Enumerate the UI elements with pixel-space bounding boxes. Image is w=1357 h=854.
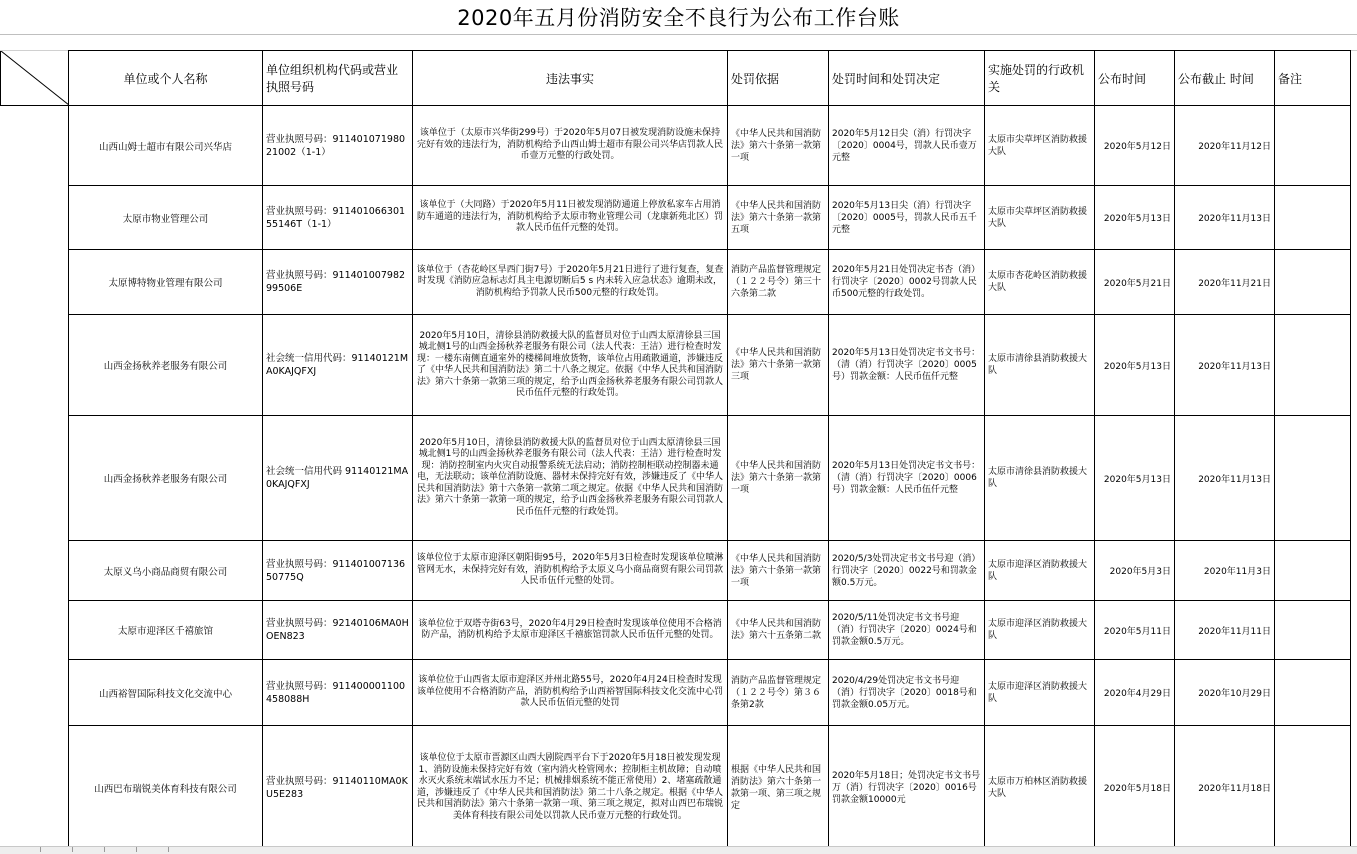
header-basis[interactable]: 处罚依据 [728,51,829,106]
table-row [1,106,1351,186]
header-fact[interactable]: 违法事实 [413,51,728,106]
cell-note[interactable] [1275,726,1351,850]
cell-name[interactable]: 山西巴布瑞锐美体育科技有限公司 [69,726,263,850]
cell-code[interactable]: 营业执照号码：91140106630155146T（1-1） [263,186,413,250]
cell-basis[interactable]: 《中华人民共和国消防法》第六十条第一款第三项 [728,315,829,416]
sheet-title: 2020年五月份消防安全不良行为公布工作台账 [0,0,1357,35]
cell-decision[interactable]: 2020年5月13日处罚决定书文书号：（清（消）行罚决字〔2020〕0006号）罚款金额：人民币伍仟元整 [829,416,985,541]
table-row [1,660,1351,726]
cell-decision[interactable]: 2020/4/29处罚决定书文书号迎（消）行罚决字〔2020〕0018号和罚款金额0.05万元。 [829,660,985,726]
row-index-cell[interactable] [1,541,69,601]
cell-decision[interactable]: 2020年5月13日处罚决定书文书号：（清（消）行罚决字〔2020〕0005号）罚款金额：人民币伍仟元整 [829,315,985,416]
cell-name[interactable]: 山西金扬秋养老服务有限公司 [69,416,263,541]
cell-org[interactable]: 太原市尖草坪区消防救援大队 [985,186,1095,250]
sheet-tab[interactable] [104,847,117,852]
cell-pub-date[interactable]: 2020年5月13日 [1095,186,1175,250]
cell-fact[interactable]: 该单位位于双塔寺街63号，2020年4月29日检查时发现该单位使用不合格消防产品，消防机构给予太原市迎泽区千禧旅馆罚款人民币伍仟元整的处罚。 [413,601,728,660]
cell-pub-date[interactable]: 2020年5月11日 [1095,601,1175,660]
cell-org[interactable]: 太原市迎泽区消防救援大队 [985,541,1095,601]
cell-deadline[interactable]: 2020年10月29日 [1175,660,1275,726]
row-index-cell[interactable] [1,601,69,660]
header-decision[interactable]: 处罚时间和处罚决定 [829,51,985,106]
cell-name[interactable]: 山西裕智国际科技文化交流中心 [69,660,263,726]
table-row [1,726,1351,850]
cell-name[interactable]: 山西山姆士超市有限公司兴华店 [69,106,263,186]
sheet-tab[interactable] [136,847,149,852]
row-index-cell[interactable] [1,186,69,250]
cell-name[interactable]: 太原义乌小商品商贸有限公司 [69,541,263,601]
cell-pub-date[interactable]: 2020年5月18日 [1095,726,1175,850]
cell-code[interactable]: 营业执照号码：92140106MA0HOEN823 [263,601,413,660]
cell-fact[interactable]: 2020年5月10日，清徐县消防救援大队的监督员对位于山西太原清徐县三国城北侧1号的山西金扬秋养老服务有限公司（法人代表：王洁）进行检查时发现：一楼东南侧直通室外的楼梯间堆放货物，该单位占用疏散通道，涉嫌违反了《中华人民共和国消防法》第二十八条之规定。依据《中华人民共和国消防法》第六十条第一款第三项的规定，给予山西金扬秋养老服务有限公司罚款人民币伍仟元整的行政处罚。 [413,315,728,416]
cell-basis[interactable]: 消防产品监督管理规定（１２２号令）第三十六条第二款 [728,250,829,315]
table-row [1,601,1351,660]
cell-fact[interactable]: 该单位位于山西省太原市迎泽区并州北路55号，2020年4月24日检查时发现该单位使用不合格消防产品，消防机构给予山西裕智国际科技文化交流中心罚款人民币伍佰元整的处罚 [413,660,728,726]
cell-basis[interactable]: 《中华人民共和国消防法》第六十条第一款第一项 [728,106,829,186]
cell-pub-date[interactable]: 2020年4月29日 [1095,660,1175,726]
cell-basis[interactable]: 《中华人民共和国消防法》第六十条第一款第五项 [728,186,829,250]
cell-pub-date[interactable]: 2020年5月13日 [1095,416,1175,541]
row-index-cell[interactable] [1,315,69,416]
cell-decision[interactable]: 2020年5月18日；处罚决定书文书号万（消）行罚决字〔2020〕0016号罚款金额10000元 [829,726,985,850]
cell-org[interactable]: 太原市迎泽区消防救援大队 [985,601,1095,660]
cell-fact[interactable]: 该单位于（杏花岭区旱西门街7号）于2020年5月21日进行了进行复查，复查时发现《消防应急标志灯具主电源切断后5 s 内未转入应急状态》逾期未改，消防机构给予罚款人民币500元整的行政处罚。 [413,250,728,315]
row-index-cell[interactable] [1,250,69,315]
row-index-cell[interactable] [1,106,69,186]
cell-deadline[interactable]: 2020年11月13日 [1175,186,1275,250]
cell-deadline[interactable]: 2020年11月11日 [1175,601,1275,660]
cell-decision[interactable]: 2020年5月12日尖（消）行罚决字〔2020〕0004号，罚款人民币壹万元整 [829,106,985,186]
cell-deadline[interactable]: 2020年11月21日 [1175,250,1275,315]
header-note[interactable]: 备注 [1275,51,1351,106]
cell-name[interactable]: 太原博特物业管理有限公司 [69,250,263,315]
cell-code[interactable]: 社会统一信用代码：91140121MA0KAJQFXJ [263,315,413,416]
row-index-cell[interactable] [1,416,69,541]
cell-deadline[interactable]: 2020年11月13日 [1175,416,1275,541]
cell-note[interactable] [1275,416,1351,541]
cell-pub-date[interactable]: 2020年5月13日 [1095,315,1175,416]
cell-note[interactable] [1275,186,1351,250]
cell-basis[interactable]: 根据《中华人民共和国消防法》第六十条第一款第一项、第三项之规定 [728,726,829,850]
cell-note[interactable] [1275,106,1351,186]
header-code[interactable]: 单位组织机构代码或营业执照号码 [263,51,413,106]
cell-basis[interactable]: 消防产品监督管理规定（１２２号令）第３６条第2款 [728,660,829,726]
header-deadline[interactable]: 公布截止 时间 [1175,51,1275,106]
cell-code[interactable]: 营业执照号码：911400001100458088H [263,660,413,726]
cell-name[interactable]: 山西金扬秋养老服务有限公司 [69,315,263,416]
cell-basis[interactable]: 《中华人民共和国消防法》第六十条第一款第一项 [728,541,829,601]
cell-pub-date[interactable]: 2020年5月3日 [1095,541,1175,601]
cell-org[interactable]: 太原市迎泽区消防救援大队 [985,660,1095,726]
table-row [1,186,1351,250]
cell-org[interactable]: 太原市清徐县消防救援大队 [985,315,1095,416]
cell-fact[interactable]: 该单位位于太原市迎泽区朝阳街95号，2020年5月3日检查时发现该单位喷淋管网无水，未保持完好有效，消防机构给予太原义乌小商品商贸有限公司罚款人民币伍仟元整的处罚。 [413,541,728,601]
cell-basis[interactable]: 《中华人民共和国消防法》第六十五条第二款 [728,601,829,660]
table-row [1,416,1351,541]
row-index-cell[interactable] [1,660,69,726]
cell-org[interactable]: 太原市清徐县消防救援大队 [985,416,1095,541]
header-pub-date[interactable]: 公布时间 [1095,51,1175,106]
cell-code[interactable]: 社会统一信用代码 91140121MA0KAJQFXJ [263,416,413,541]
cell-basis[interactable]: 《中华人民共和国消防法》第六十条第一款第一项 [728,416,829,541]
cell-note[interactable] [1275,601,1351,660]
header-row [1,51,1351,106]
cell-pub-date[interactable]: 2020年5月12日 [1095,106,1175,186]
cell-fact[interactable]: 该单位于（大同路）于2020年5月11日被发现消防通道上停放私家车占用消防车通道的违法行为，消防机构给予太原市物业管理公司（龙康新苑北区）罚款人民币伍仟元整的处罚。 [413,186,728,250]
cell-decision[interactable]: 2020/5/11处罚决定书文书号迎（消）行罚决字〔2020〕0024号和罚款金额0.5万元。 [829,601,985,660]
header-org[interactable]: 实施处罚的行政机关 [985,51,1095,106]
cell-deadline[interactable]: 2020年11月13日 [1175,315,1275,416]
cell-deadline[interactable]: 2020年11月12日 [1175,106,1275,186]
cell-code[interactable]: 营业执照号码：91140100798299506E [263,250,413,315]
cell-code[interactable]: 营业执照号码：91140107198021002（1-1） [263,106,413,186]
table-row [1,315,1351,416]
sheet-tab[interactable] [168,847,181,852]
cell-org[interactable]: 太原市尖草坪区消防救援大队 [985,106,1095,186]
cell-fact[interactable]: 该单位于（太原市兴华街299号）于2020年5月07日被发现消防设施未保持完好有效的违法行为，消防机构给予山西山姆士超市有限公司兴华店罚款人民币壹万元整的行政处罚。 [413,106,728,186]
cell-org[interactable]: 太原市杏花岭区消防救援大队 [985,250,1095,315]
cell-code[interactable]: 营业执照号码：91140100713650775Q [263,541,413,601]
spacer-row [0,34,1357,51]
cell-note[interactable] [1275,315,1351,416]
cell-note[interactable] [1275,541,1351,601]
row-index-cell[interactable] [1,726,69,850]
cell-pub-date[interactable]: 2020年5月21日 [1095,250,1175,315]
corner-cell [1,51,69,106]
sheet-tab[interactable] [40,847,53,852]
sheet-tab[interactable] [72,847,85,852]
cell-fact[interactable]: 2020年5月10日，清徐县消防救援大队的监督员对位于山西太原清徐县三国城北侧1号的山西金扬秋养老服务有限公司（法人代表：王洁）进行检查时发现：消防控制室内火灾自动报警系统无法启动；消防控制柜联动控制器未通电，无法联动；该单位消防设施、器材未保持完好有效，涉嫌违反了《中华人民共和国消防法》第十六条第一款第二项之规定。依据《中华人民共和国消防法》第六十条第一款第一项的规定，给予山西金扬秋养老服务有限公司罚款人民币伍仟元整的行政处罚。 [413,416,728,541]
ledger-table [0,50,1351,850]
cell-org[interactable]: 太原市万柏林区消防救援大队 [985,726,1095,850]
header-name[interactable]: 单位或个人名称 [69,51,263,106]
table-row [1,541,1351,601]
diagonal-line-icon [1,51,69,105]
cell-fact[interactable]: 该单位位于太原市晋源区山西大剧院西平台下于2020年5月18日被发现发现1、消防设施未保持完好有效（室内消火栓管网水；控制柜主机故障；自动喷水灭火系统末端试水压力不足；机械排烟系统不能正常使用）2、堵塞疏散通道，涉嫌违反了《中华人民共和国消防法》第二十八条之规定。根据《中华人民共和国消防法》第六十条第一款第一项、第三项之规定，拟对山西巴布瑞锐美体育科技有限公司处以罚款人民币壹万元整的行政处罚。 [413,726,728,850]
cell-code[interactable]: 营业执照号码：91140110MA0KU5E283 [263,726,413,850]
cell-name[interactable]: 太原市迎泽区千禧旅馆 [69,601,263,660]
cell-deadline[interactable]: 2020年11月18日 [1175,726,1275,850]
cell-decision[interactable]: 2020年5月21日处罚决定书杏（消）行罚决字〔2020〕0002号罚款人民币500元整的行政处罚。 [829,250,985,315]
table-row [1,250,1351,315]
cell-decision[interactable]: 2020年5月13日尖（消）行罚决字〔2020〕0005号，罚款人民币五千元整 [829,186,985,250]
cell-note[interactable] [1275,660,1351,726]
cell-decision[interactable]: 2020/5/3处罚决定书文书号迎（消）行罚决字〔2020〕0022号和罚款金额0.5万元。 [829,541,985,601]
cell-name[interactable]: 太原市物业管理公司 [69,186,263,250]
cell-note[interactable] [1275,250,1351,315]
cell-deadline[interactable]: 2020年11月3日 [1175,541,1275,601]
